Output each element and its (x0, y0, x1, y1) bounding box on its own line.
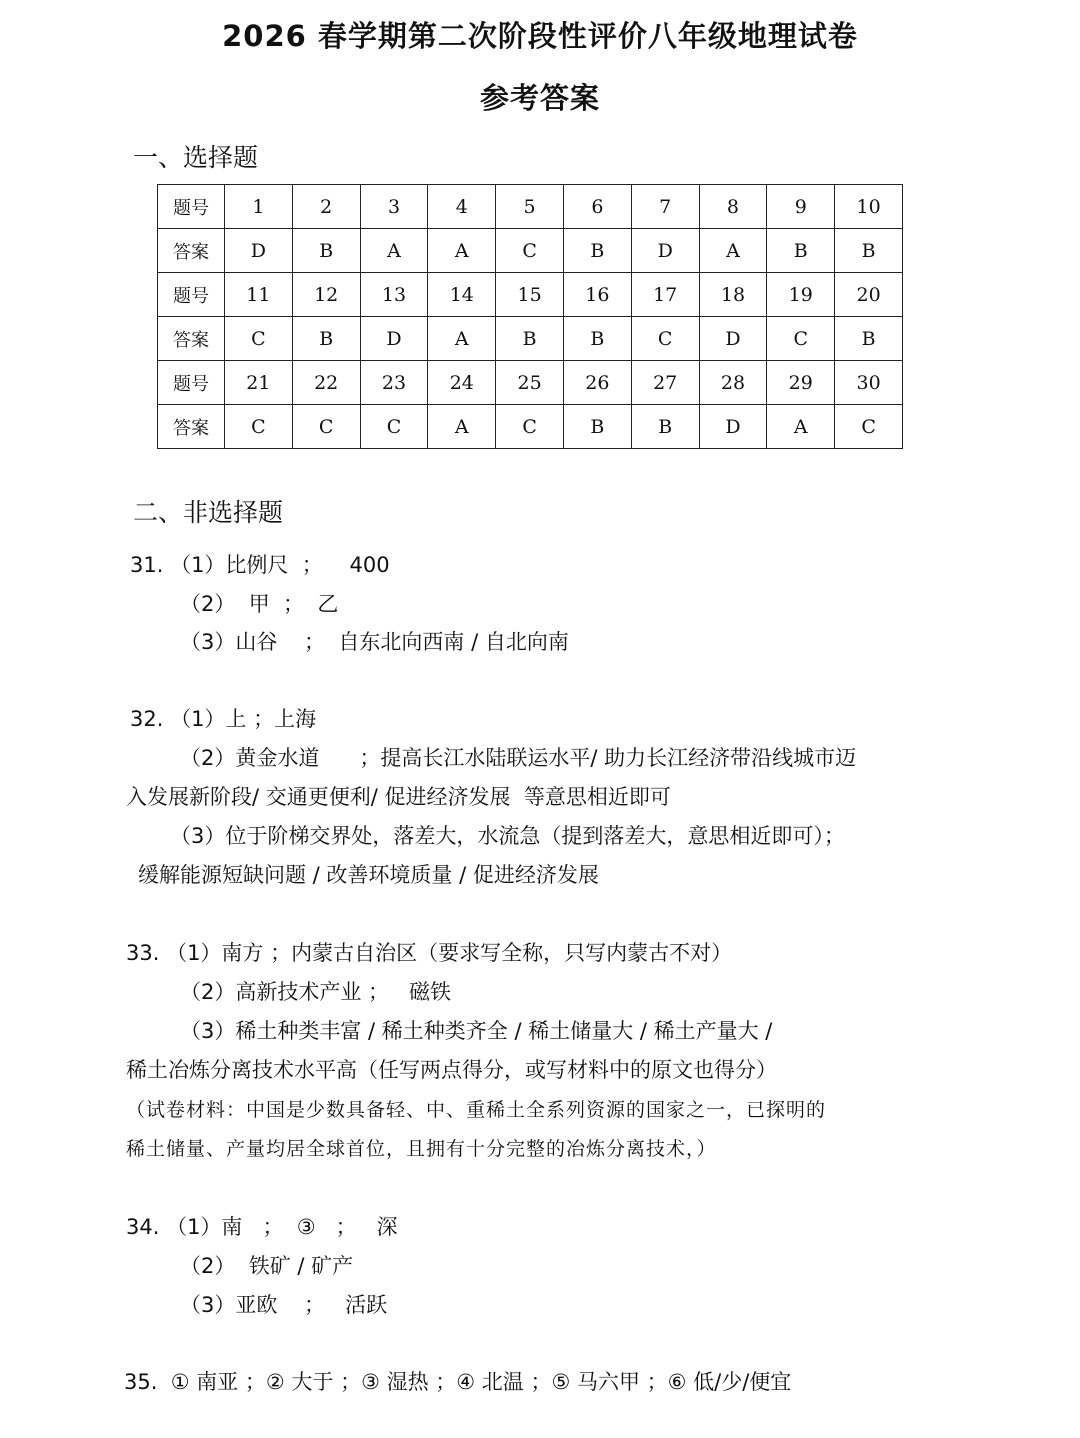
answer-cell: D (699, 317, 767, 361)
answer-table (157, 184, 903, 449)
document-subtitle: 参考答案 (479, 81, 600, 115)
answer-cell: A (360, 229, 428, 273)
answer-cell: B (767, 229, 835, 273)
answer-cell: B (631, 405, 699, 449)
answer-cell: A (428, 405, 496, 449)
question-number-cell: 12 (292, 273, 360, 317)
answer-cell: B (563, 229, 631, 273)
answer-line-32-3: （3）位于阶梯交界处，落差大，水流急（提到落差大，意思相近即可）； (170, 824, 845, 848)
answer-cell: D (225, 229, 293, 273)
table-row-numbers (158, 185, 903, 229)
question-number-cell: 20 (835, 273, 903, 317)
answer-cell: C (631, 317, 699, 361)
question-number-cell: 4 (428, 185, 496, 229)
answer-cell: C (225, 405, 293, 449)
answer-line-31-2: （2） 甲 ； 乙 (180, 592, 339, 616)
answer-line-32-2: （2）黄金水道 ；提高长江水陆联运水平/ 助力长江经济带沿线城市迈 (180, 746, 857, 770)
row-label-answer: 答案 (158, 317, 225, 361)
answer-cell: C (225, 317, 293, 361)
question-number-cell: 23 (360, 361, 428, 405)
question-number-cell: 22 (292, 361, 360, 405)
answer-cell: C (496, 405, 564, 449)
answer-cell: A (767, 405, 835, 449)
answer-cell: C (767, 317, 835, 361)
question-number-cell: 15 (496, 273, 564, 317)
answer-cell: B (563, 317, 631, 361)
answer-line-32-2-cont: 入发展新阶段/ 交通更便利/ 促进经济发展 等意思相近即可 (126, 785, 671, 809)
section-heading-open-questions: 二、非选择题 (133, 498, 284, 527)
answer-line-35: 35. ① 南亚 ；② 大于 ；③ 湿热 ；④ 北温 ；⑤ 马六甲 ；⑥ 低/少/便宜 (124, 1370, 792, 1394)
question-number-cell: 8 (699, 185, 767, 229)
material-note-line-1: （试卷材料：中国是少数具备轻、中、重稀土全系列资源的国家之一，已探明的 (126, 1099, 827, 1121)
answer-cell: D (631, 229, 699, 273)
answer-line-34-1: 34. （1）南 ； ③ ； 深 (126, 1215, 398, 1239)
question-number-cell: 16 (563, 273, 631, 317)
answer-line-34-2: （2） 铁矿 / 矿产 (180, 1254, 354, 1278)
answer-cell: B (292, 229, 360, 273)
question-number-cell: 24 (428, 361, 496, 405)
question-number-cell: 26 (563, 361, 631, 405)
document-title: 2026 春学期第二次阶段性评价八年级地理试卷 (222, 19, 858, 53)
answer-line-33-3-cont: 稀土冶炼分离技术水平高（任写两点得分，或写材料中的原文也得分） (126, 1058, 777, 1082)
table-row-answers (158, 229, 903, 273)
question-number-cell: 5 (496, 185, 564, 229)
answer-cell: B (563, 405, 631, 449)
question-number-cell: 11 (225, 273, 293, 317)
answer-cell: A (428, 229, 496, 273)
question-number-cell: 29 (767, 361, 835, 405)
question-number-cell: 10 (835, 185, 903, 229)
question-number-cell: 14 (428, 273, 496, 317)
answer-line-34-3: （3）亚欧 ； 活跃 (180, 1293, 388, 1317)
answer-cell: C (835, 405, 903, 449)
answer-cell: D (699, 405, 767, 449)
question-number-cell: 13 (360, 273, 428, 317)
question-number-cell: 17 (631, 273, 699, 317)
table-row-answers (158, 405, 903, 449)
answer-cell: B (835, 317, 903, 361)
question-number-cell: 30 (835, 361, 903, 405)
row-label-question-number: 题号 (158, 361, 225, 405)
table-row-numbers (158, 361, 903, 405)
answer-cell: B (496, 317, 564, 361)
question-number-cell: 9 (767, 185, 835, 229)
answer-cell: A (699, 229, 767, 273)
row-label-question-number: 题号 (158, 273, 225, 317)
answer-cell: D (360, 317, 428, 361)
answer-line-32-3-cont: 缓解能源短缺问题 / 改善环境质量 / 促进经济发展 (138, 863, 599, 887)
answer-line-33-1: 33. （1）南方 ；内蒙古自治区（要求写全称，只写内蒙古不对） (126, 941, 733, 965)
answer-line-32-1: 32. （1）上 ；上海 (130, 707, 317, 731)
row-label-answer: 答案 (158, 229, 225, 273)
question-number-cell: 7 (631, 185, 699, 229)
answer-cell: B (292, 317, 360, 361)
question-number-cell: 19 (767, 273, 835, 317)
answer-cell: A (428, 317, 496, 361)
question-number-cell: 21 (225, 361, 293, 405)
question-number-cell: 2 (292, 185, 360, 229)
question-number-cell: 3 (360, 185, 428, 229)
question-number-cell: 28 (699, 361, 767, 405)
question-number-cell: 18 (699, 273, 767, 317)
section-heading-multiple-choice: 一、选择题 (133, 143, 259, 172)
answer-line-31-3: （3）山谷 ； 自东北向西南 / 自北向南 (180, 630, 569, 654)
answer-line-33-2: （2）高新技术产业 ； 磁铁 (180, 980, 452, 1004)
answer-cell: B (835, 229, 903, 273)
answer-cell: C (496, 229, 564, 273)
material-note-line-2: 稀土储量、产量均居全球首位，且拥有十分完整的冶炼分离技术，） (126, 1138, 717, 1160)
question-number-cell: 27 (631, 361, 699, 405)
question-number-cell: 6 (563, 185, 631, 229)
answer-line-33-3: （3）稀土种类丰富 / 稀土种类齐全 / 稀土储量大 / 稀土产量大 / (180, 1019, 773, 1043)
question-number-cell: 1 (225, 185, 293, 229)
answer-line-31-1: 31. （1）比例尺 ； 400 (130, 553, 390, 577)
row-label-question-number: 题号 (158, 185, 225, 229)
answer-cell: C (292, 405, 360, 449)
table-row-numbers (158, 273, 903, 317)
question-number-cell: 25 (496, 361, 564, 405)
row-label-answer: 答案 (158, 405, 225, 449)
answer-cell: C (360, 405, 428, 449)
table-row-answers (158, 317, 903, 361)
